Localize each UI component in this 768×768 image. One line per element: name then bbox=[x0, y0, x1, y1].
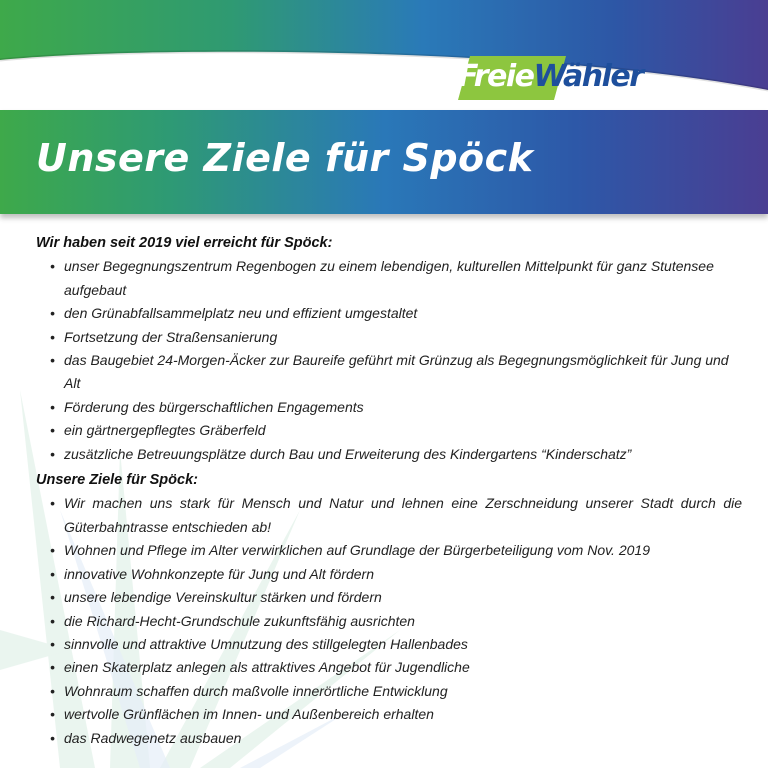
list-item: • innovative Wohnkonzepte für Jung und Alt fördern bbox=[36, 563, 742, 586]
list-item: • unsere lebendige Vereinskultur stärken und fördern bbox=[36, 586, 742, 609]
list-item: • wertvolle Grünflächen im Innen- und Außenbereich erhalten bbox=[36, 703, 742, 726]
list-item: • ein gärtnergepflegtes Gräberfeld bbox=[36, 419, 742, 442]
list-item: • den Grünabfallsammelplatz neu und effizient umgestaltet bbox=[36, 302, 742, 325]
content-area bbox=[36, 232, 742, 750]
list-item: • das Radwegenetz ausbauen bbox=[36, 727, 742, 750]
list-item: • unser Begegnungszentrum Regenbogen zu einem lebendigen, kulturellen Mittelpunkt für ganz Stutensee aufgebaut bbox=[36, 255, 742, 302]
list-item: • Wohnen und Pflege im Alter verwirklichen auf Grundlage der Bürgerbeteiligung vom Nov. 2019 bbox=[36, 539, 742, 562]
goals-list bbox=[36, 492, 742, 749]
list-item: • sinnvolle und attraktive Umnutzung des stillgelegten Hallenbades bbox=[36, 633, 742, 656]
section-heading-achievements: Wir haben seit 2019 viel erreicht für Spöck: bbox=[36, 235, 333, 251]
list-item: • Fortsetzung der Straßensanierung bbox=[36, 326, 742, 349]
logo-word-waehler: Wähler bbox=[533, 59, 643, 94]
achievements-list bbox=[36, 255, 742, 466]
page-title: Unsere Ziele für Spöck bbox=[36, 136, 534, 180]
list-item: • Wohnraum schaffen durch maßvolle innerörtliche Entwicklung bbox=[36, 680, 742, 703]
list-item: • die Richard-Hecht-Grundschule zukunftsfähig ausrichten bbox=[36, 610, 742, 633]
section-heading-goals: Unsere Ziele für Spöck: bbox=[36, 472, 198, 489]
list-item: • Förderung des bürgerschaftlichen Engagements bbox=[36, 396, 742, 419]
freie-waehler-logo bbox=[458, 57, 643, 97]
list-item: • das Baugebiet 24-Morgen-Äcker zur Baureife geführt mit Grünzug als Begegnungsmöglichkeit für Jung und Alt bbox=[36, 349, 742, 396]
list-item: • zusätzliche Betreuungsplätze durch Bau und Erweiterung des Kindergartens “Kinderschatz” bbox=[36, 443, 742, 466]
list-item: • einen Skaterplatz anlegen als attraktives Angebot für Jugendliche bbox=[36, 656, 742, 679]
logo-word-freie: Freie bbox=[458, 59, 534, 94]
list-item: • Wir machen uns stark für Mensch und Natur und lehnen eine Zerschneidung unserer Stadt durch die Güterbahntrasse entschieden ab! bbox=[36, 492, 742, 539]
